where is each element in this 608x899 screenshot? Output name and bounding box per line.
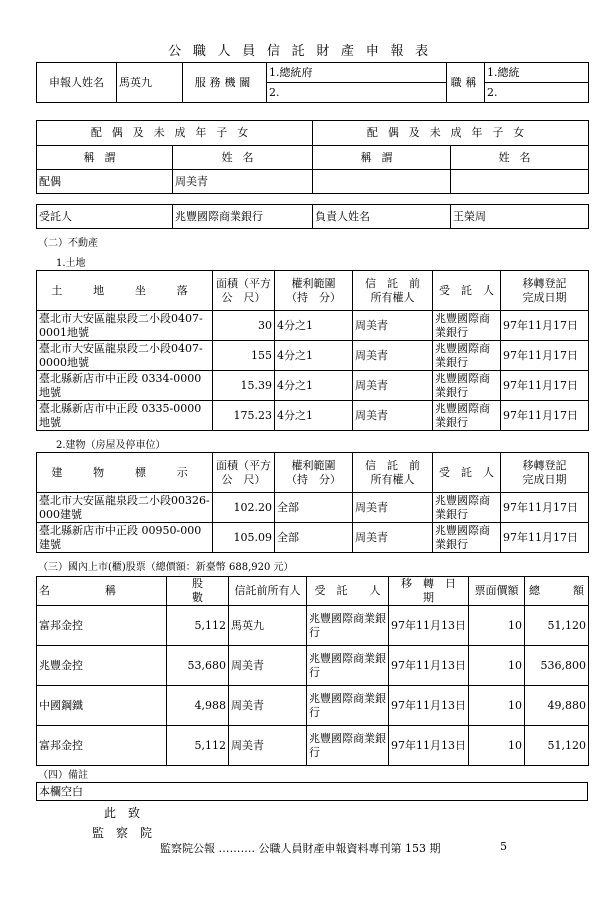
family-header-left: 配偶及未成年子女 — [37, 121, 313, 146]
footer-text: 監察院公報 ………. 公職人員財產申報資料專刊第 153 期 — [160, 842, 441, 855]
stock-total: 51,120 — [525, 606, 589, 646]
agency-label: 服務機關 — [183, 63, 267, 103]
stock-trustee: 兆豐國際商業銀行 — [307, 726, 389, 766]
land-header-date-2: 完成日期 — [522, 290, 567, 304]
land-owner: 周美青 — [353, 341, 433, 371]
declarant-table — [36, 62, 589, 103]
trustee-label: 受託人 — [37, 205, 173, 229]
closing-line-2: 監 察 院 — [92, 826, 153, 840]
stock-date: 97年11月13日 — [389, 646, 469, 686]
remarks-value: 本欄空白 — [37, 783, 588, 801]
page-title: 公職人員信託財產申報表 — [168, 44, 440, 59]
stock-total: 51,120 — [525, 726, 589, 766]
land-date: 97年11月17日 — [501, 371, 589, 401]
stock-date: 97年11月13日 — [389, 686, 469, 726]
land-owner: 周美青 — [353, 311, 433, 341]
family-name-label-2: 姓名 — [451, 146, 589, 170]
family-relation: 配偶 — [37, 170, 173, 194]
trustee-table — [36, 204, 589, 229]
building-trustee: 兆豐國際商業銀行 — [433, 523, 501, 553]
land-scope: 4分之1 — [275, 371, 353, 401]
land-location: 臺北縣新店市中正段 0334-0000 地號 — [37, 371, 213, 401]
trustee-person-label: 負責人姓名 — [313, 205, 451, 229]
land-owner: 周美青 — [353, 371, 433, 401]
land-date: 97年11月17日 — [501, 341, 589, 371]
position-1: 1.總統 — [485, 63, 589, 83]
land-date: 97年11月17日 — [501, 401, 589, 431]
declarant-name: 馬英九 — [117, 63, 183, 103]
building-header-owner-1: 信 託 前 — [365, 458, 420, 472]
stocks-header-shares: 股 數 — [167, 577, 229, 606]
land-scope: 4分之1 — [275, 311, 353, 341]
stock-owner: 周美青 — [229, 726, 307, 766]
building-area: 105.09 — [213, 523, 275, 553]
land-location: 臺北縣新店市中正段 0335-0000 地號 — [37, 401, 213, 431]
stock-name: 中國鋼鐵 — [37, 686, 167, 726]
building-table — [36, 452, 589, 553]
agency-2: 2. — [267, 83, 447, 103]
table-row — [37, 686, 589, 726]
stock-date: 97年11月13日 — [389, 606, 469, 646]
family-name-label: 姓名 — [173, 146, 313, 170]
stock-total: 49,880 — [525, 686, 589, 726]
land-area: 155 — [213, 341, 275, 371]
position-label: 職稱 — [447, 63, 485, 103]
stock-date: 97年11月13日 — [389, 726, 469, 766]
stock-name: 兆豐金控 — [37, 646, 167, 686]
trustee-value: 兆豐國際商業銀行 — [173, 205, 313, 229]
land-scope: 4分之1 — [275, 341, 353, 371]
remarks-section: （四）備註 — [38, 770, 88, 781]
stocks-header-name: 名 稱 — [37, 577, 167, 606]
closing-line-1: 此 致 — [104, 806, 141, 820]
stocks-table — [36, 576, 589, 766]
stock-trustee: 兆豐國際商業銀行 — [307, 646, 389, 686]
stock-shares: 5,112 — [167, 606, 229, 646]
table-row — [37, 726, 589, 766]
table-row — [37, 311, 589, 341]
stock-owner: 周美青 — [229, 686, 307, 726]
building-header-trustee: 受 託 人 — [433, 453, 501, 493]
land-section: 1.土地 — [56, 258, 86, 269]
table-row — [37, 341, 589, 371]
land-header-owner-2: 所有權人 — [370, 290, 415, 304]
building-header-owner-2: 所有權人 — [370, 472, 415, 486]
stock-face: 10 — [469, 726, 525, 766]
stocks-header-owner: 信託前所有人 — [229, 577, 307, 606]
land-header-date-1: 移轉登記 — [522, 276, 567, 290]
stock-face: 10 — [469, 686, 525, 726]
building-date: 97年11月17日 — [501, 523, 589, 553]
table-row — [37, 646, 589, 686]
stock-owner: 周美青 — [229, 646, 307, 686]
stock-owner: 馬英九 — [229, 606, 307, 646]
building-header-marker: 建 物 標 示 — [37, 453, 213, 493]
building-header-date-1: 移轉登記 — [522, 458, 567, 472]
table-row — [37, 401, 589, 431]
land-date: 97年11月17日 — [501, 311, 589, 341]
stock-name: 富邦金控 — [37, 606, 167, 646]
land-area: 15.39 — [213, 371, 275, 401]
trustee-person: 王榮周 — [451, 205, 589, 229]
building-header-area-2: 公 尺） — [221, 472, 266, 486]
building-owner: 周美青 — [353, 493, 433, 523]
land-header-scope-1: 權利範圍 — [291, 276, 336, 290]
building-scope: 全部 — [275, 493, 353, 523]
table-row — [37, 493, 589, 523]
land-location: 臺北市大安區龍泉段二小段0407-0000地號 — [37, 341, 213, 371]
stock-shares: 4,988 — [167, 686, 229, 726]
real-estate-section: （二）不動產 — [38, 238, 98, 249]
family-name: 周美青 — [173, 170, 313, 194]
table-row — [37, 606, 589, 646]
stock-face: 10 — [469, 646, 525, 686]
land-trustee: 兆豐國際商業銀行 — [433, 341, 501, 371]
building-trustee: 兆豐國際商業銀行 — [433, 493, 501, 523]
stock-trustee: 兆豐國際商業銀行 — [307, 606, 389, 646]
stock-shares: 53,680 — [167, 646, 229, 686]
building-header-area-1: 面積（平方 — [216, 458, 271, 472]
stocks-header-face: 票面價額 — [469, 577, 525, 606]
stock-trustee: 兆豐國際商業銀行 — [307, 686, 389, 726]
building-header-scope-2: （持 分） — [286, 472, 341, 486]
agency-1: 1.總統府 — [267, 63, 447, 83]
stock-shares: 5,112 — [167, 726, 229, 766]
page-number: 5 — [500, 840, 507, 853]
stock-name: 富邦金控 — [37, 726, 167, 766]
land-scope: 4分之1 — [275, 401, 353, 431]
stock-total: 536,800 — [525, 646, 589, 686]
land-area: 175.23 — [213, 401, 275, 431]
position-2: 2. — [485, 83, 589, 103]
land-area: 30 — [213, 311, 275, 341]
building-owner: 周美青 — [353, 523, 433, 553]
family-table — [36, 120, 589, 194]
relation-label-2: 稱謂 — [313, 146, 451, 170]
land-header-trustee: 受 託 人 — [433, 271, 501, 311]
remarks-table — [36, 782, 588, 801]
family-header-right: 配偶及未成年子女 — [313, 121, 589, 146]
land-table — [36, 270, 589, 431]
building-section: 2.建物（房屋及停車位） — [56, 440, 166, 451]
land-trustee: 兆豐國際商業銀行 — [433, 371, 501, 401]
land-trustee: 兆豐國際商業銀行 — [433, 401, 501, 431]
stocks-header-date: 移 轉 日 期 — [389, 577, 469, 606]
land-header-owner-1: 信 託 前 — [365, 276, 420, 290]
land-owner: 周美青 — [353, 401, 433, 431]
table-row — [37, 523, 589, 553]
building-marker: 臺北市大安區龍泉段二小段00326-000建號 — [37, 493, 213, 523]
stocks-section: （三）國內上市(櫃)股票（總價額：新臺幣 688,920 元） — [38, 562, 294, 573]
land-location: 臺北市大安區龍泉段二小段0407-0001地號 — [37, 311, 213, 341]
building-marker: 臺北縣新店市中正段 00950-000 建號 — [37, 523, 213, 553]
stock-face: 10 — [469, 606, 525, 646]
building-header-date-2: 完成日期 — [522, 472, 567, 486]
stocks-header-total: 總 額 — [525, 577, 589, 606]
land-header-area-1: 面積（平方 — [216, 276, 271, 290]
stocks-header-trustee: 受 託 人 — [307, 577, 389, 606]
building-scope: 全部 — [275, 523, 353, 553]
land-header-location: 土 地 坐 落 — [37, 271, 213, 311]
table-row — [37, 371, 589, 401]
declarant-name-label: 申報人姓名 — [37, 63, 117, 103]
relation-label: 稱謂 — [37, 146, 173, 170]
land-header-scope-2: （持 分） — [286, 290, 341, 304]
building-area: 102.20 — [213, 493, 275, 523]
building-date: 97年11月17日 — [501, 493, 589, 523]
land-header-area-2: 公 尺） — [221, 290, 266, 304]
building-header-scope-1: 權利範圍 — [291, 458, 336, 472]
land-trustee: 兆豐國際商業銀行 — [433, 311, 501, 341]
